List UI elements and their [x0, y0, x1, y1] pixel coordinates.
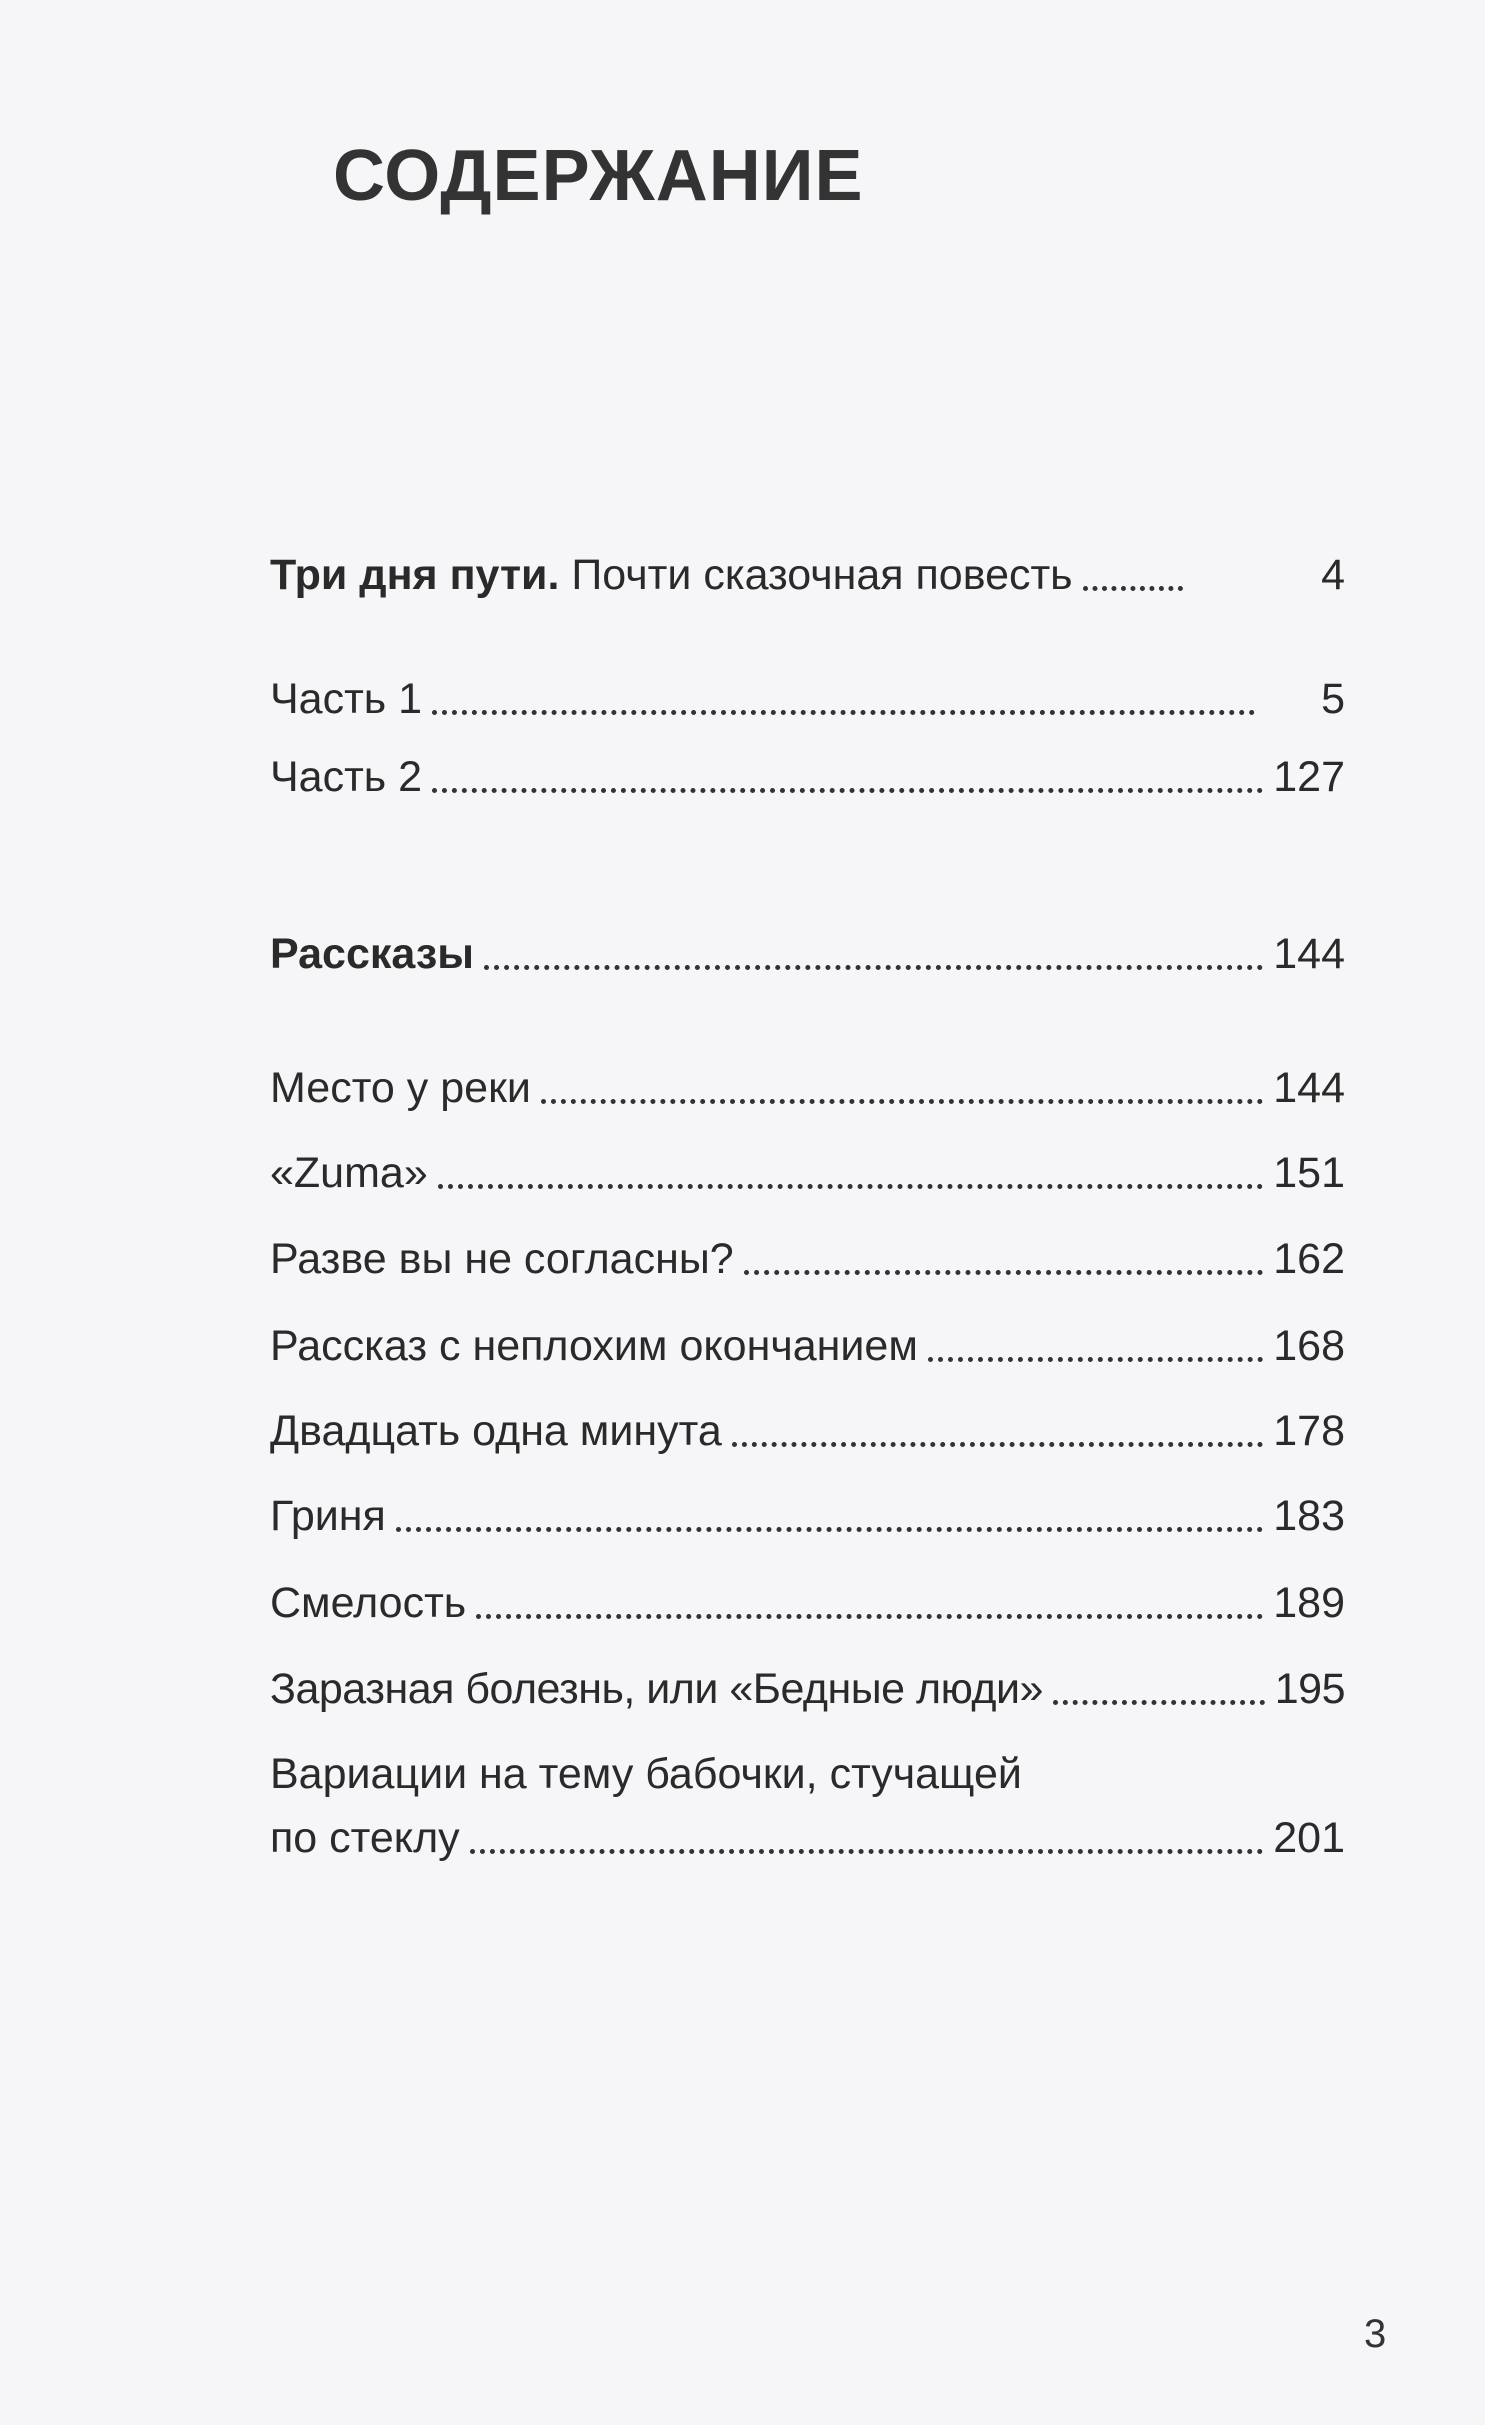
entry-title: Часть 1	[270, 675, 423, 723]
entry-page: 162	[1273, 1235, 1345, 1283]
toc-entry[interactable]	[270, 545, 1345, 605]
toc-entry[interactable]	[270, 1058, 1345, 1118]
entry-page: 183	[1273, 1492, 1345, 1540]
dot-leader	[732, 1442, 1263, 1447]
entry-title-bold: Рассказы	[270, 930, 474, 978]
entry-page: 201	[1273, 1814, 1345, 1862]
page-number: 3	[1364, 2312, 1387, 2356]
entry-page: 5	[1321, 675, 1345, 723]
entry-page: 189	[1273, 1579, 1345, 1627]
dot-leader	[1053, 1700, 1265, 1705]
dot-leader	[432, 788, 1263, 793]
toc-entry[interactable]	[270, 747, 1345, 807]
entry-title: Смелость	[270, 1579, 467, 1627]
toc-entry[interactable]	[270, 1143, 1345, 1203]
dot-leader	[541, 1099, 1263, 1104]
toc-entry[interactable]	[270, 1573, 1345, 1633]
entry-title: Двадцать одна минута	[270, 1407, 722, 1455]
page-title: СОДЕРЖАНИЕ	[333, 136, 864, 216]
entry-title-bold: Три дня пути.	[270, 551, 560, 599]
entry-title: Почти сказочная повесть	[559, 551, 1073, 599]
entry-page: 195	[1274, 1665, 1345, 1713]
entry-page: 168	[1273, 1322, 1345, 1370]
dot-leader	[438, 1184, 1264, 1189]
entry-title: Заразная болезнь, или «Бедные люди»	[270, 1665, 1043, 1713]
entry-title-line1: Вариации на тему бабочки, стучащей	[270, 1750, 1022, 1798]
toc-entry[interactable]	[270, 1401, 1345, 1461]
entry-title: Рассказ с неплохим окончанием	[270, 1322, 918, 1370]
dot-leader	[432, 710, 1255, 715]
toc-entry[interactable]	[270, 1229, 1345, 1289]
entry-page: 178	[1273, 1407, 1345, 1455]
toc-entry[interactable]	[270, 924, 1345, 984]
entry-page: 127	[1273, 753, 1345, 801]
dot-leader	[1083, 586, 1183, 591]
dot-leader	[928, 1357, 1263, 1362]
entry-title: Место у реки	[270, 1064, 531, 1112]
entry-title: Часть 2	[270, 753, 423, 801]
entry-title: Разве вы не согласны?	[270, 1235, 734, 1283]
toc-entry[interactable]	[270, 1808, 1345, 1868]
dot-leader	[744, 1270, 1264, 1275]
toc-entry[interactable]	[270, 1486, 1345, 1546]
entry-title: по стеклу	[270, 1814, 460, 1862]
toc-entry[interactable]	[270, 669, 1345, 729]
dot-leader	[476, 1614, 1263, 1619]
entry-title: Гриня	[270, 1492, 386, 1540]
entry-title: «Zuma»	[270, 1149, 428, 1197]
entry-page: 144	[1273, 1064, 1345, 1112]
dot-leader	[484, 965, 1263, 970]
entry-page: 144	[1273, 930, 1345, 978]
dot-leader	[396, 1527, 1263, 1532]
toc-entry[interactable]	[270, 1659, 1345, 1719]
entry-page: 4	[1321, 551, 1345, 599]
entry-page: 151	[1273, 1149, 1345, 1197]
toc-entry[interactable]	[270, 1316, 1345, 1376]
dot-leader	[470, 1849, 1264, 1854]
